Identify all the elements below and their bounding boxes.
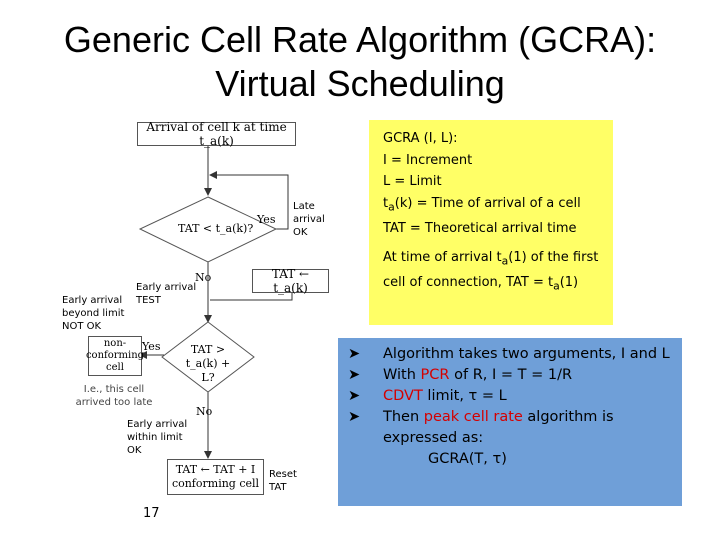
reset-line-1: Reset — [269, 469, 297, 480]
decision-1-label: TAT < t_a(k)? — [178, 222, 254, 235]
within-line-3: OK — [127, 445, 142, 456]
def-ta-sub: a — [388, 200, 395, 214]
bullet-4-b: algorithm is expressed as: — [383, 409, 614, 446]
p2-sub-2: a — [553, 279, 560, 293]
p2-part-a: At time of arrival t — [383, 250, 502, 266]
within-line-1: Early arrival — [127, 419, 188, 430]
update-line-2: conforming cell — [171, 477, 260, 490]
def-ta-k: (k) — [394, 195, 413, 211]
annotation-reset-tat — [269, 468, 297, 494]
bullet-1-text: Algorithm takes two arguments, I and L — [383, 346, 670, 362]
start-label: Arrival of cell k at time t_a(k) — [146, 120, 287, 148]
def-increment: I = Increment — [383, 152, 473, 168]
nonconf-line-1: non- — [103, 338, 127, 349]
late-line-3: OK — [293, 227, 308, 238]
annotation-early-test — [136, 281, 196, 307]
bullet-3-cdvt: CDVT — [383, 388, 423, 404]
arrow-bullet-icon: ➤ — [348, 409, 361, 425]
bullet-2-pcr: PCR — [420, 367, 450, 383]
bullet-3-b: limit, τ = L — [422, 388, 507, 404]
arrow-bullet-icon: ➤ — [348, 388, 361, 404]
p2-part-c: (1) — [559, 275, 579, 291]
bullet-2-b: of R, I = T = 1/R — [449, 367, 573, 383]
beyond-line-1: Early arrival — [62, 295, 123, 306]
def-ta-text: = Time of arrival of a cell — [416, 195, 581, 211]
bullet-4-a: Then — [383, 409, 424, 425]
bullet-list — [348, 344, 674, 449]
def-arrival-time — [383, 193, 613, 218]
arrow-bullet-icon: ➤ — [348, 367, 361, 383]
gcra-definitions-box — [369, 120, 613, 325]
too-late-line-1: I.e., this cell — [83, 384, 145, 395]
late-line-1: Late — [293, 201, 315, 212]
nonconf-line-2: conforming — [85, 350, 145, 361]
p2-part-b: (1) of the first cell of connection, TAT = t — [383, 250, 599, 291]
annotation-early-within — [127, 418, 187, 457]
beyond-line-2: beyond limit — [62, 308, 125, 319]
gcra-header: GCRA (I, L): — [383, 131, 458, 146]
early-test-line-1: Early arrival — [136, 282, 197, 293]
annotation-early-beyond — [62, 294, 124, 333]
decision-2-no: No — [196, 405, 213, 418]
decision-1-yes: Yes — [257, 213, 276, 226]
decision-2-line-2: t_a(k) + L? — [185, 357, 231, 384]
decision-1-no: No — [195, 271, 212, 284]
bullet-item-4 — [348, 407, 674, 449]
update-line-1: TAT ← TAT + I — [175, 463, 256, 476]
assign-tat-box — [252, 269, 329, 293]
def-tat: TAT = Theoretical arrival time — [383, 220, 577, 236]
arrow-bullet-icon: ➤ — [348, 346, 361, 362]
p2-sub-1: a — [501, 254, 509, 268]
nonconf-line-3: cell — [106, 362, 124, 373]
decision-2-yes: Yes — [142, 340, 161, 353]
initial-tat-paragraph — [383, 247, 605, 297]
bullet-4-pcr: peak cell rate — [423, 409, 523, 425]
conforming-box — [167, 459, 264, 495]
beyond-line-3: NOT OK — [62, 321, 102, 332]
page-number: 17 — [143, 506, 160, 521]
too-late-line-2: arrived too late — [75, 397, 153, 408]
assign-tat-label: TAT ← t_a(k) — [271, 267, 310, 295]
start-box — [137, 122, 296, 146]
bullet-2-a: With — [383, 367, 421, 383]
reset-line-2: TAT — [269, 482, 287, 493]
gcra-formula: GCRA(T, τ) — [428, 451, 507, 467]
annotation-late-arrival — [293, 200, 325, 239]
decision-2-label — [180, 343, 236, 385]
algorithm-bullets-box — [338, 338, 682, 506]
title-line-1: Generic Cell Rate Algorithm (GCRA): — [63, 19, 657, 60]
annotation-arrived-too-late — [64, 383, 164, 409]
nonconforming-box — [85, 336, 145, 376]
decision-2-line-1: TAT > — [190, 343, 226, 356]
def-ta-prefix: t — [383, 195, 389, 211]
bullet-item-1 — [348, 344, 674, 365]
title-line-2: Virtual Scheduling — [215, 63, 505, 104]
bullet-item-3 — [348, 386, 674, 407]
def-limit: L = Limit — [383, 174, 442, 189]
late-line-2: arrival — [293, 214, 325, 225]
within-line-2: within limit — [127, 432, 183, 443]
bullet-item-2 — [348, 365, 674, 386]
early-test-line-2: TEST — [136, 295, 161, 306]
